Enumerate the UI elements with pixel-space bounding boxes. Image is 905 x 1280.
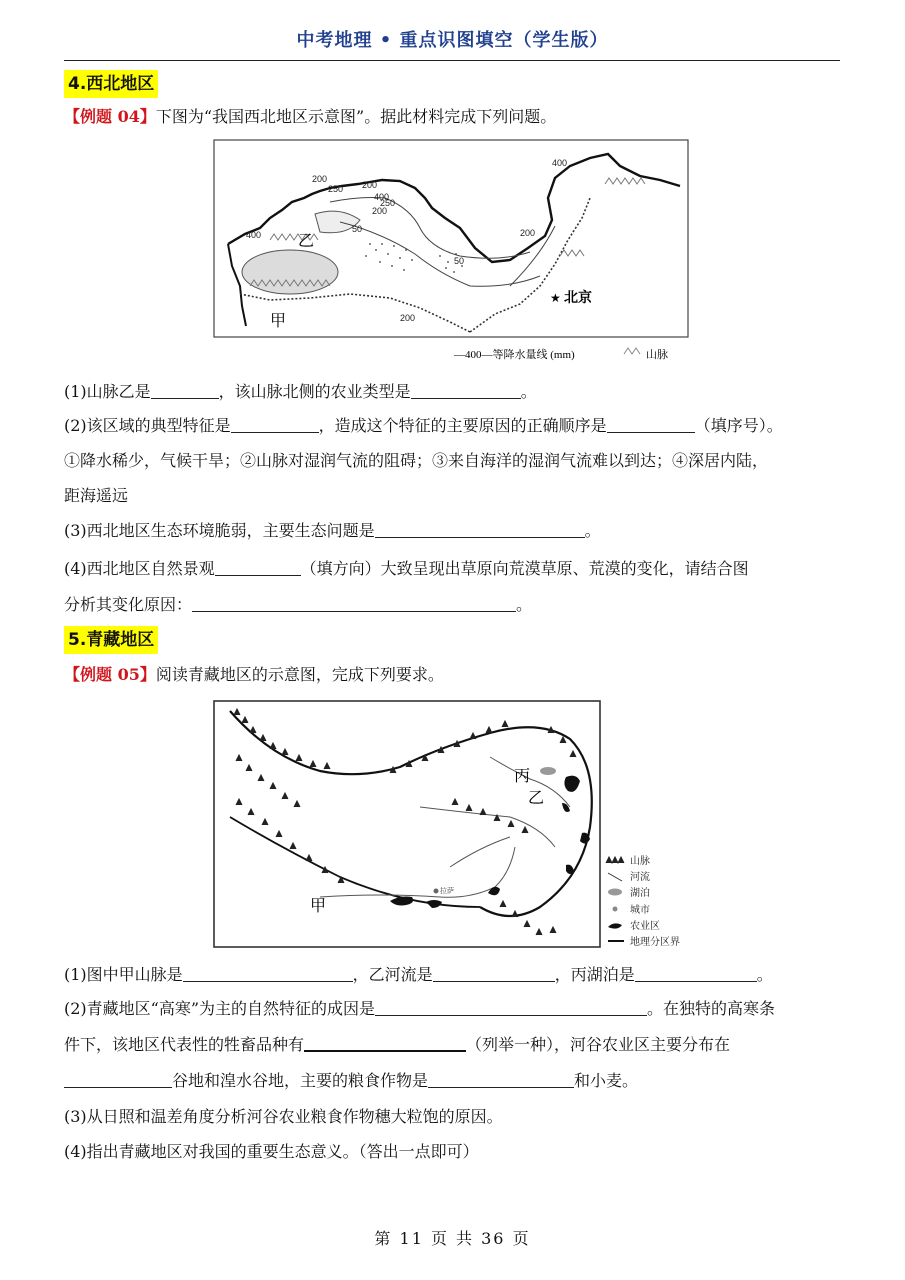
nw-question-2-options: ①降水稀少，气候干旱；②山脉对湿润气流的阻碍；③来自海洋的湿润气流难以到达；④深居内陆， <box>64 451 769 470</box>
nw-question-4: (4)西北地区自然景观 （填方向）大致呈现出草原向荒漠草原、荒漠的变化，请结合图 <box>64 559 749 578</box>
qt-question-2: (2)青藏地区“高寒”为主的自然特征的成因是 。在独特的高寒条 <box>64 999 776 1018</box>
answer-blank[interactable] <box>151 380 219 399</box>
city-icon <box>434 889 439 894</box>
answer-blank[interactable] <box>304 1032 466 1052</box>
isohyet-label: 200 <box>400 313 416 323</box>
beijing-star-icon: ★ <box>550 291 561 305</box>
example-tag: 【例题 04】 <box>64 107 156 126</box>
answer-blank[interactable] <box>433 963 555 982</box>
isohyet-label: 200 <box>362 180 378 190</box>
isohyet-label: 200 <box>312 174 328 184</box>
qt-question-4: (4)指出青藏地区对我国的重要生态意义。（答出一点即可） <box>64 1142 479 1161</box>
section-title-northwest: 4.西北地区 <box>64 70 158 98</box>
legend-mountain-icon <box>606 857 624 863</box>
legend-item: 山脉 <box>630 856 650 867</box>
isohyet-label: 400 <box>374 192 390 202</box>
label-yi: 乙 <box>528 790 545 807</box>
answer-blank[interactable] <box>411 380 521 399</box>
qt-question-2-cont: 件下，该地区代表性的牲畜品种有 （列举一种），河谷农业区主要分布在 <box>64 1032 844 1058</box>
isohyet-label: 400 <box>246 230 262 240</box>
legend-lake-icon <box>608 889 622 896</box>
legend-mountain: 山脉 <box>646 349 668 361</box>
map-frame <box>214 701 600 947</box>
example-text: 下图为“我国西北地区示意图”。据此材料完成下列问题。 <box>155 107 557 126</box>
legend-item: 地理分区界 <box>630 937 680 948</box>
example-04-line <box>64 104 556 130</box>
page-header-title: 中考地理 • 重点识图填空（学生版） <box>296 30 609 51</box>
example-text: 阅读青藏地区的示意图，完成下列要求。 <box>155 665 444 684</box>
answer-blank[interactable] <box>64 1069 172 1088</box>
answer-blank[interactable] <box>375 519 585 538</box>
answer-blank[interactable] <box>231 414 319 433</box>
label-jia: 甲 <box>310 898 327 915</box>
tarim-basin <box>242 250 338 294</box>
answer-blank[interactable] <box>183 963 353 982</box>
isohyet-label: 250 <box>380 198 396 208</box>
section-title-qinghai-tibet: 5.青藏地区 <box>64 626 158 654</box>
nw-question-1: (1)山脉乙是 ，该山脉北侧的农业类型是 。 <box>64 382 537 401</box>
example-tag: 【例题 05】 <box>64 665 156 684</box>
answer-blank[interactable] <box>428 1069 574 1088</box>
legend-item: 湖泊 <box>630 888 650 899</box>
legend-river-icon <box>608 873 622 881</box>
isohyet-label: 200 <box>372 206 388 216</box>
answer-blank[interactable] <box>635 963 757 982</box>
label-jia: 甲 <box>270 313 287 330</box>
nw-question-4-cont: 分析其变化原因： 。 <box>64 595 533 614</box>
legend-item: 农业区 <box>630 921 660 932</box>
qt-question-1: (1)图中甲山脉是 ，乙河流是 ，丙湖泊是 。 <box>64 965 773 984</box>
qt-question-3: (3)从日照和温差角度分析河谷农业粮食作物穗大粒饱的原因。 <box>64 1107 503 1126</box>
legend-mountain-icon <box>624 348 640 354</box>
header-divider <box>64 60 840 61</box>
isohyet-label: 50 <box>352 224 363 234</box>
answer-blank[interactable] <box>607 414 695 433</box>
qt-question-2-cont2: 谷地和湟水谷地，主要的粮食作物是 和小麦。 <box>64 1068 844 1094</box>
legend-agriculture-icon <box>608 923 622 928</box>
legend-city-icon <box>613 907 618 912</box>
label-beijing: 北京 <box>564 289 592 305</box>
northwest-region-map <box>210 136 690 368</box>
legend-item: 河流 <box>630 872 650 883</box>
isohyet-label: 250 <box>328 184 344 194</box>
label-city: 拉萨 <box>440 887 454 895</box>
answer-blank[interactable] <box>375 997 647 1016</box>
answer-blank[interactable] <box>192 593 516 612</box>
page-number: 第 11 页 共 36 页 <box>374 1229 531 1248</box>
isohyet-label: 50 <box>454 256 465 266</box>
nw-question-2: (2)该区域的典型特征是 ，造成这个特征的主要原因的正确顺序是 （填序号）。 <box>64 416 783 435</box>
legend-item: 城市 <box>630 905 650 916</box>
answer-blank[interactable] <box>215 557 301 576</box>
nw-question-2-options-cont: 距海遥远 <box>64 486 129 505</box>
example-05-line <box>64 662 444 688</box>
nw-question-3: (3)西北地区生态环境脆弱，主要生态问题是 。 <box>64 521 601 540</box>
lake-qinghai <box>540 767 556 775</box>
label-yi: 乙 <box>298 233 315 250</box>
legend-isohyet: —400—等降水量线 (mm) <box>454 349 575 361</box>
label-bing: 丙 <box>514 768 531 785</box>
qinghai-tibet-map <box>210 697 700 953</box>
isohyet-label: 200 <box>520 228 536 238</box>
map-legend <box>606 854 680 948</box>
isohyet-label: 400 <box>552 158 568 168</box>
